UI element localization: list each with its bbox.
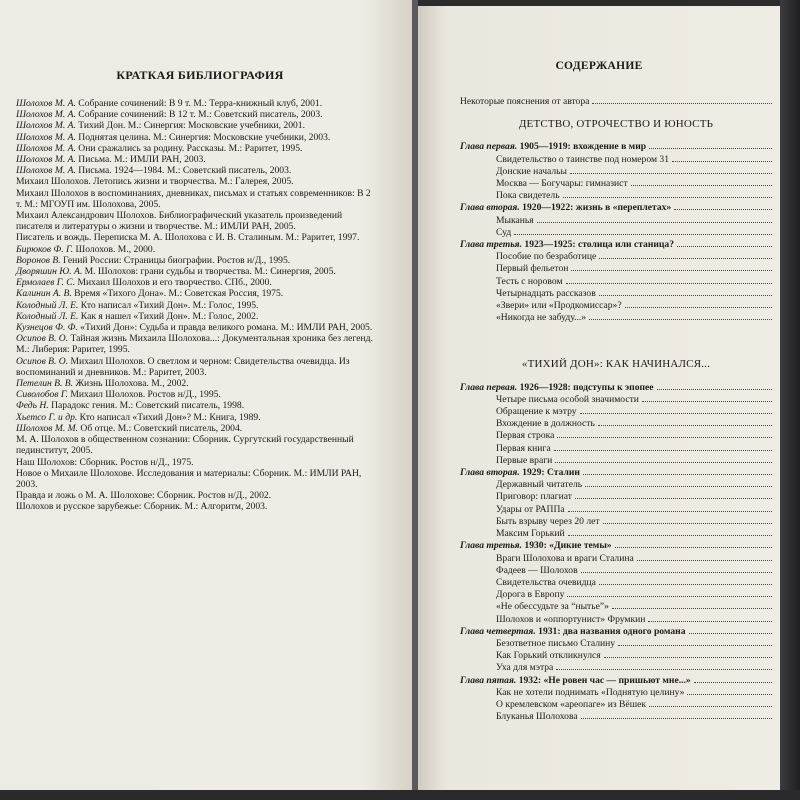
toc-item[interactable] [460, 564, 772, 576]
toc-item[interactable] [460, 710, 772, 722]
bibliography-text: Правда и ложь о М. А. Шолохове: Сборник. Ростов н/Д., 2002. [16, 490, 272, 502]
toc-item[interactable] [460, 214, 772, 226]
leader-dots [580, 405, 772, 414]
book-bottom-edge [0, 790, 800, 800]
toc-item[interactable] [460, 393, 772, 405]
bibliography-entry [4, 210, 374, 232]
toc-item[interactable] [460, 649, 772, 661]
bibliography-author: Кузнецов Ф. Ф. [16, 322, 78, 334]
toc-item[interactable] [460, 177, 772, 189]
leader-dots [599, 576, 772, 585]
bibliography-entry [4, 501, 374, 512]
toc-intro[interactable] [460, 95, 772, 107]
leader-dots [589, 311, 772, 320]
chapter-title: 1905—1919: вхождение в мир [517, 141, 647, 153]
bibliography-author: Шолохов М. М. [16, 422, 79, 434]
toc-item[interactable] [460, 576, 772, 588]
bibliography-author: Петелин В. В. [16, 378, 74, 390]
leader-dots [649, 140, 772, 149]
bibliography-author: Федь Н. [16, 400, 49, 412]
leader-dots [514, 226, 772, 235]
chapter-label: Глава первая. [460, 381, 518, 393]
toc-chapter[interactable] [460, 381, 772, 393]
toc-chapter[interactable] [460, 140, 772, 152]
leader-dots [585, 478, 772, 487]
leader-dots [631, 177, 772, 186]
toc-item-label: Максим Горький [496, 528, 565, 540]
toc-item-label: «Никогда не забуду...» [496, 312, 587, 324]
leader-dots [563, 189, 772, 198]
toc-item-label: Первая строка [496, 430, 555, 442]
toc-chapter[interactable] [460, 539, 772, 551]
bibliography-title: КРАТКАЯ БИБЛИОГРАФИЯ [116, 68, 284, 82]
toc-item[interactable] [460, 165, 772, 177]
bibliography-text: Михаил Шолохов и его творчество. СПб., 2000. [75, 277, 272, 289]
toc-item-label: Четыре письма особой значимости [496, 393, 639, 405]
toc-item-label: О кремлевском «ареопаге» из Вёшек [496, 698, 646, 710]
bibliography-author: Шолохов М. А. [16, 154, 76, 166]
toc-intro-label: Некоторые пояснения от автора [460, 96, 590, 107]
leader-dots [592, 95, 772, 104]
leader-dots [612, 600, 772, 609]
toc-item-label: Свидетельства очевидца [496, 576, 596, 588]
bibliography-author: Бирюков Ф. Г. [16, 243, 74, 255]
toc-item[interactable] [460, 454, 772, 466]
toc-item[interactable] [460, 417, 772, 429]
leader-dots [556, 661, 772, 670]
chapter-label: Глава пятая. [460, 674, 517, 686]
bibliography-text: Письма. М.: ИМЛИ РАН, 2003. [75, 154, 206, 166]
chapter-label: Глава третья. [460, 239, 522, 251]
chapter-title: 1929: Сталин [519, 467, 580, 479]
toc-item[interactable] [460, 661, 772, 673]
chapter-title: 1923—1925: столица или станица? [522, 239, 675, 251]
bibliography-text: Гений России: Страницы биографии. Ростов н/Д., 1995. [60, 254, 291, 266]
toc-item[interactable] [460, 503, 772, 515]
bibliography-text: Писатель и вождь. Переписка М. А. Шолохова с И. В. Сталиным. М.: Раритет, 1997. [16, 232, 360, 244]
bibliography-text: Тайная жизнь Михаила Шолохова...: Документальная хроника без легенд. М.: Либерия: Раритет, 1995. [16, 333, 373, 356]
toc-chapter[interactable] [460, 238, 772, 250]
bibliography-text: Михаил Шолохов. Ростов н/Д., 1995. [67, 389, 221, 401]
toc-item-label: Быть взрыву через 20 лет [496, 515, 600, 527]
toc-item-label: «Не обессудьте за “нытье”» [496, 601, 609, 613]
toc-item-label: Суд [496, 226, 512, 238]
leader-dots [687, 686, 772, 695]
bibliography-entry [4, 434, 374, 456]
toc-item[interactable] [460, 299, 772, 311]
bibliography-text: Собрание сочинений: В 12 т. М.: Советский писатель, 2003. [75, 109, 323, 121]
leader-dots [598, 417, 772, 426]
toc-chapter[interactable] [460, 201, 772, 213]
leader-dots [648, 613, 772, 622]
toc-item-label: Дорога в Европу [496, 589, 565, 601]
bibliography-author: Колодный Л. Е. [16, 310, 79, 322]
leader-dots [568, 527, 772, 536]
toc-item-label: Враги Шолохова и враги Сталина [496, 552, 634, 564]
toc-item[interactable] [460, 226, 772, 238]
bibliography-entry [4, 120, 374, 131]
leader-dots [642, 393, 772, 402]
bibliography-entry [4, 154, 374, 165]
bibliography-entry [4, 176, 374, 187]
bibliography-text: Об отце. М.: Советский писатель, 2004. [78, 422, 243, 434]
toc-item-label: Уха для мэтра [496, 662, 554, 674]
leader-dots [583, 466, 772, 475]
bibliography-text: Михаил Шолохов в воспоминаниях, дневниках, письмах и статьях современников: В 2 т. М.: МГОУП им. Шолохова, 2005. [16, 187, 371, 210]
leader-dots [657, 381, 772, 390]
toc-item-label: Безответное письмо Сталину [496, 637, 616, 649]
leader-dots [557, 429, 772, 438]
toc-item[interactable] [460, 552, 772, 564]
toc-item-label: «Звери» или «Продкомиссар»? [496, 300, 622, 312]
toc-item-label: Первый фельетон [496, 263, 569, 275]
bibliography-text: Они сражались за родину. Рассказы. М.: Раритет, 1995. [75, 142, 303, 154]
leader-dots [568, 503, 772, 512]
toc-item[interactable] [460, 588, 772, 600]
bibliography-entry [4, 255, 374, 266]
leader-dots [570, 165, 772, 174]
toc-item-label: Москва — Богучары: гимназист [496, 178, 628, 190]
toc-item[interactable] [460, 686, 772, 698]
toc-item-label: Донские начальы [496, 165, 567, 177]
toc-item[interactable] [460, 429, 772, 441]
bibliography-author: Дворяшин Ю. А. [16, 266, 83, 278]
chapter-label: Глава первая. [460, 141, 518, 153]
chapter-title: 1932: «Не ровен час — пришьют мне...» [516, 674, 691, 686]
toc-item[interactable] [460, 478, 772, 490]
bibliography-text: Поднятая целина. М.: Синергия: Московские учебники, 2003. [75, 131, 331, 143]
bibliography-author: Осипов В. О. [16, 355, 69, 367]
bibliography-entry [4, 244, 374, 255]
leader-dots [694, 674, 772, 683]
leader-dots [625, 299, 772, 308]
toc-item[interactable] [460, 405, 772, 417]
bibliography-entry [4, 188, 374, 210]
bibliography-author: Шолохов М. А. [16, 109, 76, 121]
leader-dots [674, 201, 772, 210]
bibliography-entry [4, 132, 374, 143]
table-of-contents [460, 95, 772, 722]
toc-section-title: «ТИХИЙ ДОН»: КАК НАЧИНАЛСЯ... [521, 358, 711, 371]
bibliography-entry [4, 311, 374, 322]
bibliography-text: Парадокс гения. М.: Советский писатель, 1998. [48, 400, 245, 412]
leader-dots [537, 214, 772, 223]
toc-item[interactable] [460, 613, 772, 625]
bibliography-author: Хьетсо Г. и др. [16, 411, 78, 423]
chapter-label: Глава вторая. [460, 467, 520, 479]
bibliography-text: Кто написал «Тихий Дон». М.: Голос, 1995. [78, 299, 259, 311]
toc-item-label: Четырнадцать рассказов [496, 287, 596, 299]
toc-item[interactable] [460, 189, 772, 201]
bibliography-text: Время «Тихого Дона». М.: Советская Россия, 1975. [71, 288, 284, 300]
toc-item-label: Как Горький откликнулся [496, 650, 601, 662]
leader-dots [566, 275, 772, 284]
toc-item-label: Обращение к мэтру [496, 406, 577, 418]
bibliography-entry [4, 322, 374, 333]
toc-section-title: ДЕТСТВО, ОТРОЧЕСТВО И ЮНОСТЬ [518, 118, 714, 131]
leader-dots [672, 153, 772, 162]
bibliography-author: Колодный Л. Е. [16, 299, 79, 311]
bibliography-text: Михаил Александрович Шолохов. Библиографический указатель произведений писателя и литературы о жизни и творчестве. М.: ИМЛИ РАН, 2005. [16, 210, 343, 233]
toc-item[interactable] [460, 250, 772, 262]
bibliography-author: Шолохов М. А. [16, 98, 76, 109]
bibliography-text: Собрание сочинений: В 9 т. М.: Терра-книжный клуб, 2001. [75, 98, 323, 109]
bibliography-entry [4, 165, 374, 176]
leader-dots [581, 710, 772, 719]
chapter-label: Глава вторая. [460, 202, 520, 214]
bibliography-entry [4, 143, 374, 154]
book-cover-edge [780, 0, 800, 800]
toc-item-label: Тесть с норовом [496, 275, 563, 287]
bibliography-entry [4, 457, 374, 468]
toc-item[interactable] [460, 262, 772, 274]
bibliography-author: Калинин А. В. [16, 288, 72, 300]
bibliography-author: Воронов В. [16, 254, 61, 266]
bibliography-text: Шолохов и русское зарубежье: Сборник. М.: Алгоритм, 2003. [16, 501, 268, 513]
leader-dots [575, 490, 772, 499]
leader-dots [689, 625, 772, 634]
chapter-title: 1930: «Дикие темы» [522, 540, 612, 552]
toc-chapter[interactable] [460, 674, 772, 686]
bibliography-text: Письма. 1924—1984. М.: Советский писатель, 2003. [75, 165, 292, 177]
leader-dots [555, 454, 772, 463]
toc-item[interactable] [460, 287, 772, 299]
bibliography-text: Как я нашел «Тихий Дон». М.: Голос, 2002. [78, 310, 259, 322]
bibliography-text: Шолохов. М., 2000. [73, 243, 156, 255]
bibliography-entry [4, 378, 374, 389]
bibliography-author: Ермолаев Г. С. [16, 277, 76, 289]
chapter-title: 1926—1928: подступы к эпопее [517, 381, 654, 393]
chapter-title: 1920—1922: жизнь в «переплетах» [519, 202, 672, 214]
bibliography-list [4, 98, 374, 513]
bibliography-entry [4, 300, 374, 311]
toc-item[interactable] [460, 153, 772, 165]
bibliography-entry [4, 232, 374, 243]
toc-item-label: Фадеев — Шолохов [496, 564, 578, 576]
toc-item-label: Первые враги [496, 454, 553, 466]
bibliography-entry [4, 333, 374, 355]
toc-item-label: Державный читатель [496, 479, 583, 491]
toc-spacer [460, 323, 772, 347]
bibliography-author: Сиволобов Г. [16, 389, 68, 401]
bibliography-author: Шолохов М. А. [16, 165, 76, 177]
bibliography-author: Осипов В. О. [16, 333, 69, 345]
leader-dots [599, 250, 772, 259]
toc-item[interactable] [460, 637, 772, 649]
bibliography-entry [4, 423, 374, 434]
toc-item-label: Шолохов и «оппортунист» Фрумкин [496, 613, 646, 625]
leader-dots [637, 552, 772, 561]
toc-chapter[interactable] [460, 625, 772, 637]
bibliography-entry [4, 490, 374, 501]
leader-dots [581, 564, 772, 573]
chapter-label: Глава четвертая. [460, 625, 536, 637]
bibliography-text: М. Шолохов: грани судьбы и творчества. М.: Синергия, 2005. [82, 266, 336, 278]
toc-item-label: Свидетельство о таинстве под номером 31 [496, 153, 670, 165]
toc-item-label: Мыканья [496, 214, 534, 226]
toc-item[interactable] [460, 490, 772, 502]
leader-dots [677, 238, 772, 247]
toc-item-label: Вхождение в должность [496, 418, 595, 430]
bibliography-text: Михаил Шолохов. О светлом и черном: Свидетельства очевидца. Из воспоминаний и дневников. М.: Раритет, 2003. [16, 355, 350, 378]
bibliography-entry [4, 400, 374, 411]
bibliography-text: М. А. Шолохов в общественном сознании: Сборник. Сургутский государственный пединститут, 2005. [16, 434, 354, 457]
bibliography-entry [4, 468, 374, 490]
toc-item[interactable] [460, 442, 772, 454]
toc-item[interactable] [460, 527, 772, 539]
toc-item[interactable] [460, 698, 772, 710]
leader-dots [618, 637, 772, 646]
bibliography-text: «Тихий Дон»: Судьба и правда великого романа. М.: ИМЛИ РАН, 2005. [77, 322, 373, 334]
leader-dots [649, 698, 772, 707]
chapter-label: Глава третья. [460, 540, 522, 552]
chapter-title: 1931: два названия одного романа [535, 625, 686, 637]
bibliography-author: Шолохов М. А. [16, 131, 76, 143]
leader-dots [599, 287, 772, 296]
bibliography-entry [4, 389, 374, 400]
bibliography-text: Кто написал «Тихий Дон»? М.: Книга, 1989. [77, 411, 261, 423]
bibliography-text: Тихий Дон. М.: Синергия: Московские учебники, 2001. [75, 120, 306, 132]
bibliography-text: Михаил Шолохов. Летопись жизни и творчества. М.: Галерея, 2005. [16, 176, 294, 188]
toc-item-label: Блуканья Шолохова [496, 711, 578, 723]
leader-dots [603, 515, 772, 524]
toc-item-label: Пока свидетель [496, 190, 560, 202]
leader-dots [554, 442, 772, 451]
bibliography-entry [4, 356, 374, 378]
bibliography-author: Шолохов М. А. [16, 120, 76, 132]
contents-title: СОДЕРЖАНИЕ [555, 60, 643, 72]
toc-item-label: Как не хотели поднимать «Поднятую целину» [496, 686, 685, 698]
leader-dots [567, 588, 772, 597]
toc-item[interactable] [460, 275, 772, 287]
bibliography-entry [4, 266, 374, 277]
bibliography-text: Наш Шолохов: Сборник. Ростов н/Д., 1975. [16, 456, 194, 468]
toc-chapter[interactable] [460, 466, 772, 478]
toc-item[interactable] [460, 600, 772, 612]
bibliography-text: Жизнь Шолохова. М., 2002. [73, 378, 189, 390]
bibliography-entry [4, 109, 374, 120]
bibliography-entry [4, 277, 374, 288]
toc-item-label: Приговор: плагиат [496, 491, 572, 503]
bibliography-author: Шолохов М. А. [16, 142, 76, 154]
toc-item-label: Первая книга [496, 442, 551, 454]
leader-dots [571, 262, 772, 271]
leader-dots [615, 539, 772, 548]
toc-item-label: Удары от РАППа [496, 503, 565, 515]
toc-item-label: Пособие по безработице [496, 251, 597, 263]
bibliography-entry [4, 98, 374, 109]
bibliography-text: Новое о Михаиле Шолохове. Исследования и материалы: Сборник. М.: ИМЛИ РАН, 2003. [16, 467, 362, 490]
bibliography-entry [4, 288, 374, 299]
toc-item[interactable] [460, 311, 772, 323]
toc-item[interactable] [460, 515, 772, 527]
leader-dots [604, 649, 772, 658]
bibliography-entry [4, 412, 374, 423]
